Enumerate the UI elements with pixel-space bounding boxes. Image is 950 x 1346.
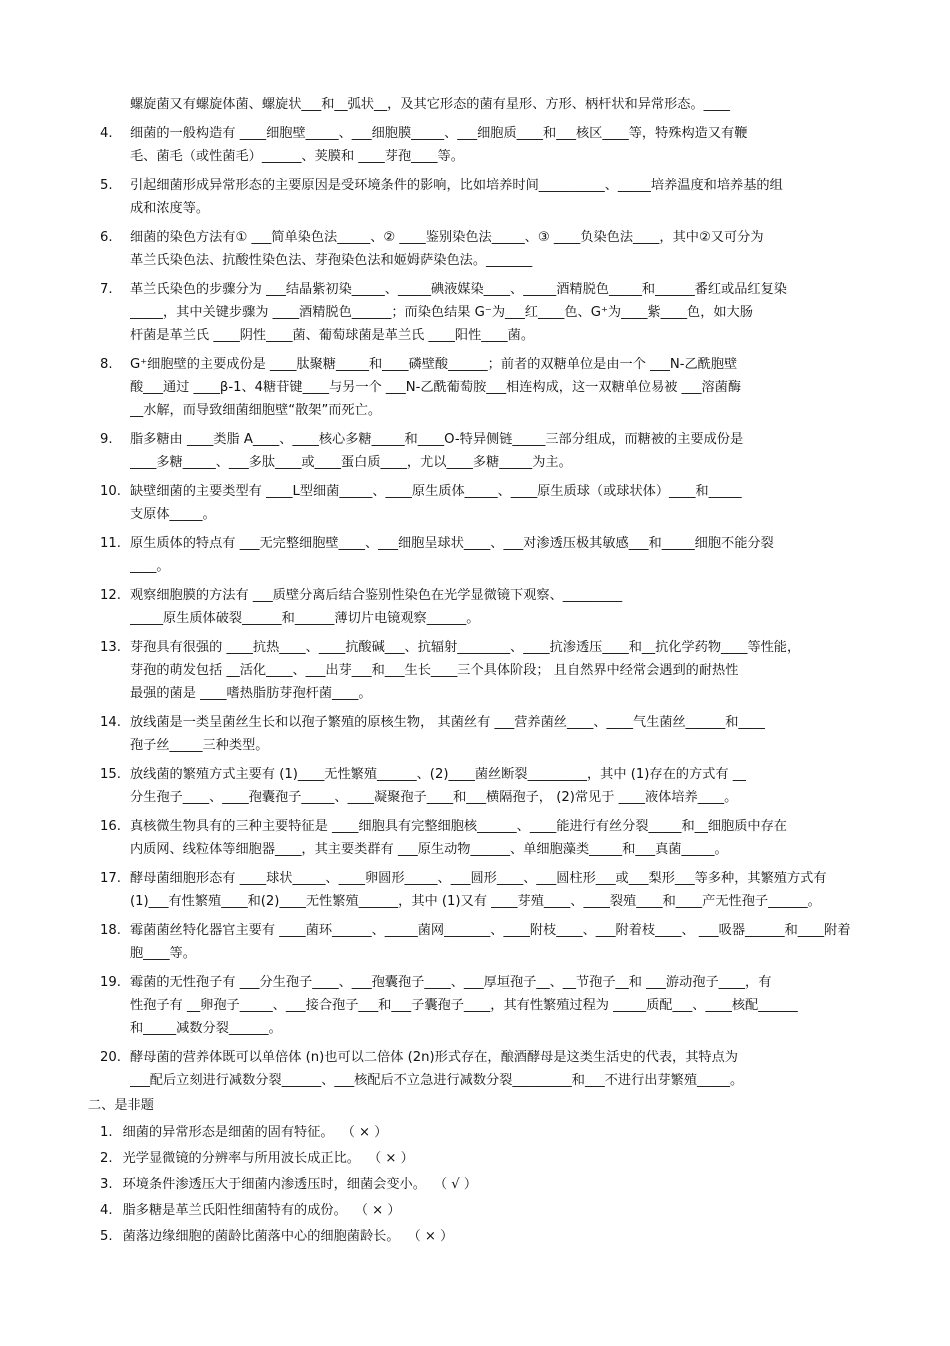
- question-number: 20.: [100, 1050, 121, 1065]
- question-line: (1)___有性繁殖____和(2)____无性繁殖______，其中 (1)又有 ____芽殖____、____裂殖____和____产无性孢子______。: [130, 894, 821, 909]
- answer-mark: （ × ）: [407, 1229, 454, 1244]
- question-number: 17.: [100, 871, 121, 886]
- item-number: 5.: [100, 1229, 113, 1244]
- item-number: 3.: [100, 1177, 113, 1192]
- question-number: 5.: [100, 178, 113, 193]
- question-line: _____，其中关键步骤为 ____酒精脱色______；而染色结果 G⁻为___红____色、G⁺为____紫____色，如大肠: [130, 305, 753, 320]
- question-number: 4.: [100, 126, 113, 141]
- question-line: 成和浓度等。: [130, 201, 210, 216]
- question-line: 放线菌的繁殖方式主要有 (1)____无性繁殖______、(2)____菌丝断裂_________，其中 (1)存在的方式有 __: [130, 767, 746, 782]
- true-false-item: [100, 1176, 477, 1194]
- question-line: 引起细菌形成异常形态的主要原因是受环境条件的影响，比如培养时间__________、_____培养温度和培养基的组: [130, 178, 783, 193]
- question-line: ____多糖_____、___多肽____或____蛋白质____，尤以____多糖_____为主。: [130, 455, 572, 470]
- item-text: 环境条件渗透压大于细菌内渗透压时，细菌会变小。: [122, 1177, 426, 1192]
- question-line: 缺壁细菌的主要类型有 ____L型细菌_____、____原生质体_____、____原生质球（或球状体）____和_____: [130, 484, 742, 499]
- question-line: 酸___通过 ____β-1、4糖苷键____与另一个 ___N-乙酰葡萄胺___相连构成，这一双糖单位易被 ___溶菌酶: [130, 380, 742, 395]
- question-line: 酵母菌的营养体既可以单倍体 (n)也可以二倍体 (2n)形式存在，酿酒酵母是这类生活史的代表，其特点为: [130, 1050, 738, 1065]
- question-line: 真核微生物具有的三种主要特征是 ____细胞具有完整细胞核______、____能进行有丝分裂_____和__细胞质中存在: [130, 819, 787, 834]
- question-number: 19.: [100, 975, 121, 990]
- question-line: 脂多糖由 ____类脂 A____、____核心多糖_____和____O-特异侧链_____三部分组成，而糖被的主要成份是: [130, 432, 744, 447]
- question-number: 10.: [100, 484, 121, 499]
- question-number: 8.: [100, 357, 113, 372]
- question-line: 分生孢子____、____孢囊孢子_____、____凝聚孢子____和___横隔孢子， (2)常见于 ____液体培养____。: [130, 790, 738, 805]
- item-number: 4.: [100, 1203, 113, 1218]
- item-text: 细菌的异常形态是细菌的固有特征。: [122, 1125, 334, 1140]
- question-line: 毛、菌毛（或性菌毛）______、荚膜和 ____芽孢____等。: [130, 149, 464, 164]
- question-line: 革兰氏染色的步骤分为 ___结晶紫初染_____、_____碘液媒染____、_____酒精脱色_____和______番红或品红复染: [130, 282, 787, 297]
- question-number: 15.: [100, 767, 121, 782]
- question-line: 革兰氏染色法、抗酸性染色法、芽孢染色法和姬姆萨染色法。_______: [130, 253, 533, 268]
- item-number: 2.: [100, 1151, 113, 1166]
- true-false-item: [100, 1228, 453, 1246]
- item-text: 光学显微镜的分辨率与所用波长成正比。: [122, 1151, 360, 1166]
- question-line: ____。: [130, 559, 170, 574]
- question-line: 酵母菌细胞形态有 ____球状_____、____卵圆形_____、___圆形____、___圆柱形___或___梨形___等多种，其繁殖方式有: [130, 871, 827, 886]
- question-line: __水解，而导致细菌细胞壁“散架”而死亡。: [130, 403, 382, 418]
- answer-mark: （ × ）: [341, 1125, 388, 1140]
- question-line: ___配后立刻进行减数分裂______、___核配后不立急进行减数分裂_________和___不进行出芽繁殖_____。: [130, 1073, 744, 1088]
- question-line: 杆菌是革兰氏 ____阴性____菌、葡萄球菌是革兰氏 ____阳性____菌。: [130, 328, 535, 343]
- question-line: G⁺细胞壁的主要成份是 ____肽聚糖_____和____磷壁酸______；前者的双糖单位是由一个 ___N-乙酰胞壁: [130, 357, 738, 372]
- question-line: 放线菌是一类呈菌丝生长和以孢子繁殖的原核生物， 其菌丝有 ___营养菌丝____、____气生菌丝______和____: [130, 715, 765, 730]
- answer-mark: （ × ）: [367, 1151, 414, 1166]
- question-number: 18.: [100, 923, 121, 938]
- answer-mark: （ × ）: [354, 1203, 401, 1218]
- question-line: 支原体_____。: [130, 507, 216, 522]
- item-text: 菌落边缘细胞的菌龄比菌落中心的细胞菌龄长。: [122, 1229, 400, 1244]
- item-number: 1.: [100, 1125, 113, 1140]
- question-line: 性孢子有 __卵孢子_____、___接合孢子___和___子囊孢子____，其有性繁殖过程为 _____质配___、____核配______: [130, 998, 798, 1013]
- question-number: 7.: [100, 282, 113, 297]
- question-number: 12.: [100, 588, 121, 603]
- question-line: 螺旋菌又有螺旋体菌、螺旋状___和__弧状__，及其它形态的菌有星形、方形、柄杆状和异常形态。____: [130, 97, 731, 112]
- section-title: 二、是非题: [88, 1098, 154, 1113]
- answer-mark: （ √ ）: [433, 1177, 478, 1192]
- question-line: 细菌的染色方法有① ___简单染色法_____、② ____鉴别染色法_____、③ ____负染色法____，其中②又可分为: [130, 230, 764, 245]
- question-number: 16.: [100, 819, 121, 834]
- true-false-item: [100, 1202, 401, 1220]
- question-line: 芽孢的萌发包括 __活化____、___出芽___和___生长____三个具体阶段； 且自然界中经常会遇到的耐热性: [130, 663, 739, 678]
- question-number: 6.: [100, 230, 113, 245]
- question-line: 和_____减数分裂______。: [130, 1021, 282, 1036]
- item-text: 脂多糖是革兰氏阳性细菌特有的成份。: [122, 1203, 347, 1218]
- question-number: 11.: [100, 536, 121, 551]
- true-false-item: [100, 1124, 387, 1142]
- question-line: 芽孢具有很强的 ____抗热____、____抗酸碱___、抗辐射________、____抗渗透压____和__抗化学药物____等性能，: [130, 640, 801, 655]
- question-line: 原生质体的特点有 ___无完整细胞壁____、___细胞呈球状____、___对渗透压极其敏感___和_____细胞不能分裂: [130, 536, 774, 551]
- question-line: _____原生质体破裂______和______薄切片电镜观察______。: [130, 611, 480, 626]
- question-line: 霉菌菌丝特化器官主要有 ____菌环______、_____菌网_______、____附枝____、___附着枝____、 ___吸器______和____附着: [130, 923, 851, 938]
- question-number: 14.: [100, 715, 121, 730]
- question-line: 胞____等。: [130, 946, 196, 961]
- question-line: 内质网、线粒体等细胞器____，其主要类群有 ___原生动物______、单细胞藻类_____和___真菌_____。: [130, 842, 728, 857]
- true-false-item: [100, 1150, 414, 1168]
- question-line: 观察细胞膜的方法有 ___质壁分离后结合鉴别性染色在光学显微镜下观察、_________: [130, 588, 623, 603]
- question-number: 9.: [100, 432, 113, 447]
- question-line: 细菌的一般构造有 ____细胞壁_____、___细胞膜_____、___细胞质____和___核区____等，特殊构造又有鞭: [130, 126, 748, 141]
- question-line: 霉菌的无性孢子有 ___分生孢子____、___孢囊孢子____、___厚垣孢子__、__节孢子__和 ___游动孢子____，有: [130, 975, 772, 990]
- question-line: 最强的菌是 ____嗜热脂肪芽孢杆菌____。: [130, 686, 372, 701]
- question-line: 孢子丝_____三种类型。: [130, 738, 269, 753]
- question-number: 13.: [100, 640, 121, 655]
